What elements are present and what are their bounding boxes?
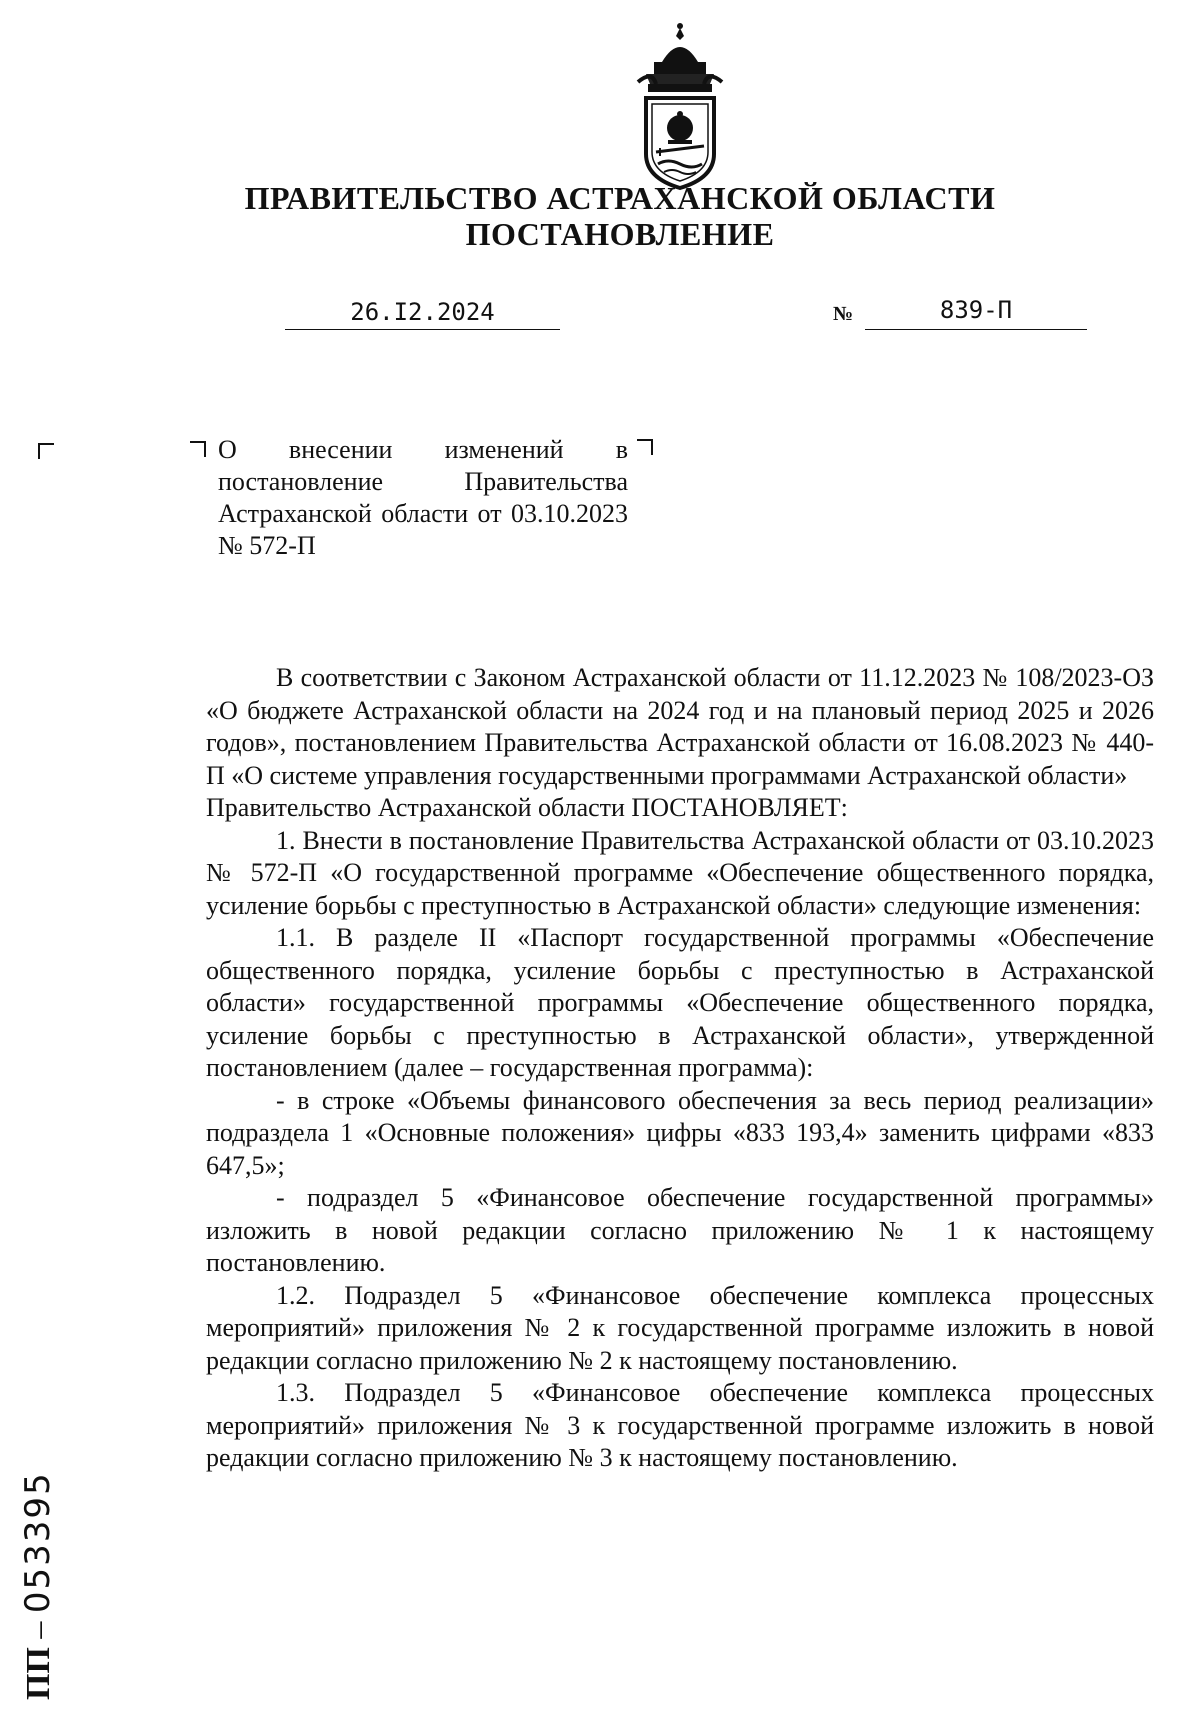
- serial-number: 053395: [18, 1471, 58, 1614]
- number-sign: №: [833, 303, 854, 325]
- clause-1-1-item-a: - в строке «Объемы финансового обеспечения за весь период реализации» подраздела 1 «Основные положения» цифры «833 193,4» заменить цифрами «833 647,5»;: [206, 1085, 1154, 1180]
- clause-1: 1. Внести в постановление Правительства Астраханской области от 03.10.2023 № 572-П «О государственной программе «Обеспечение общественного порядка, усиление борьбы с преступностью в Астраханской области» следующие изменения:: [206, 825, 1154, 920]
- side-serial-stamp: [18, 1471, 58, 1700]
- document-body: [206, 662, 1154, 1475]
- clause-1-3: 1.3. Подраздел 5 «Финансовое обеспечение комплекса процессных мероприятий» приложения № 3 к государственной программе изложить в новой редакции согласно приложению № 3 к настоящему постановлению.: [206, 1378, 1154, 1472]
- corner-mark-left: [38, 443, 54, 459]
- serial-prefix: ПП: [20, 1647, 57, 1700]
- serial-dash: –: [20, 1613, 57, 1648]
- document-number: 839-П: [865, 295, 1087, 330]
- preamble-paragraph: В соответствии с Законом Астраханской области от 11.12.2023 № 108/2023-ОЗ «О бюджете Астраханской области на 2024 год и на плановый период 2025 и 2026 годов», постановлением Правительства Астраханской области от 16.08.2023 № 440-П «О системе управления государственными программами Астраханской области»: [206, 663, 1154, 790]
- clause-1-2: 1.2. Подраздел 5 «Финансовое обеспечение комплекса процессных мероприятий» приложения № 2 к государственной программе изложить в новой редакции согласно приложению № 2 к настоящему постановлению.: [206, 1280, 1154, 1375]
- document-subject: О внесении изменений в постановление Правительства Астраханской области от 03.10.2023 № 572-П: [218, 435, 628, 560]
- corner-mark-middle: [190, 441, 206, 457]
- coat-of-arms-icon: [632, 22, 728, 192]
- document-date: 26.I2.2024: [285, 297, 560, 330]
- government-title: ПРАВИТЕЛЬСТВО АСТРАХАНСКОЙ ОБЛАСТИ: [244, 180, 996, 216]
- resolution-line: Правительство Астраханской области ПОСТАНОВЛЯЕТ:: [206, 793, 848, 822]
- clause-1-1-item-b: - подраздел 5 «Финансовое обеспечение государственной программы» изложить в новой редакции согласно приложению № 1 к настоящему постановлению.: [206, 1183, 1154, 1277]
- clause-1-1: 1.1. В разделе II «Паспорт государственной программы «Обеспечение общественного порядка, усиление борьбы с преступностью в Астраханской области» государственной программы «Обеспечение общественного порядка, усиление борьбы с преступностью в Астраханской области», утвержденной постановлением (далее – государственная программа):: [206, 923, 1154, 1082]
- document-type: ПОСТАНОВЛЕНИЕ: [465, 216, 775, 252]
- corner-mark-right: [637, 439, 653, 455]
